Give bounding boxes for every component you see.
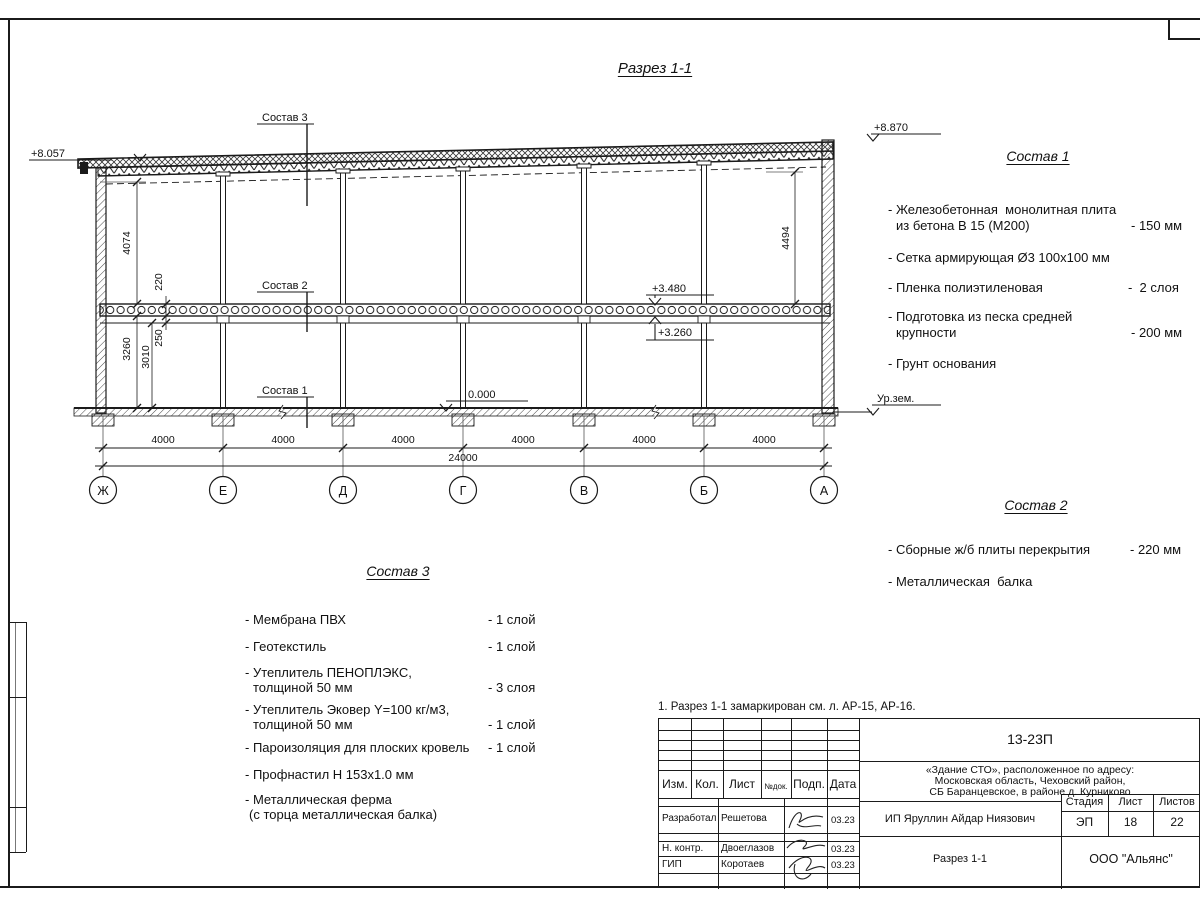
spec-line: - Сборные ж/б плиты перекрытия xyxy=(888,542,1091,557)
tb-project-line3: СБ Баранцевское, в районе д. Курниково xyxy=(929,786,1131,798)
spec-line: - Утеплитель ПЕНОПЛЭКС, xyxy=(245,665,412,680)
floor-slab xyxy=(100,304,830,323)
tb-sheet-value: 18 xyxy=(1123,815,1138,829)
tb-stage-label: Стадия xyxy=(1065,796,1104,808)
spec-line: - Сетка армирующая Ø3 100х100 мм xyxy=(888,250,1110,265)
tb-company: ООО "Альянс" xyxy=(1089,852,1173,866)
spec-line: толщиной 50 мм xyxy=(253,680,353,695)
span-dim: 4000 xyxy=(151,434,175,446)
tb-name-2: Коротаев xyxy=(721,859,765,870)
spec-line: - Геотекстиль xyxy=(245,639,327,654)
tb-project-line2: Московская область, Чеховский район, xyxy=(934,775,1126,787)
roof xyxy=(78,142,833,184)
callout-sostav3: Состав 3 xyxy=(262,112,308,124)
elev-slab-top: +3.480 xyxy=(652,283,686,295)
spec3-heading: Состав 3 xyxy=(366,563,430,579)
span-dim: 4000 xyxy=(391,434,415,446)
tb-name-0: Решетова xyxy=(721,813,767,824)
spec-line: - Пароизоляция для плоских кровель xyxy=(245,740,470,755)
spec-line: - Металлическая ферма xyxy=(245,792,392,807)
signature xyxy=(781,834,829,886)
spec-line: - Грунт основания xyxy=(888,356,997,371)
spec-value: - 220 мм xyxy=(1130,542,1182,557)
roof-edge-cap xyxy=(80,162,88,174)
dim-4494: 4494 xyxy=(780,226,792,250)
tb-col-data: Дата xyxy=(829,777,857,791)
dim-3260: 3260 xyxy=(121,337,133,361)
tb-date-2: 03.23 xyxy=(831,860,855,871)
ground-level-label: Ур.зем. xyxy=(877,393,915,405)
page-title: Разрез 1-1 xyxy=(617,60,693,77)
tb-col-ndok: №док. xyxy=(764,782,788,791)
elev-right: +8.870 xyxy=(874,122,908,134)
axis-label: А xyxy=(819,484,829,498)
spec-line: толщиной 50 мм xyxy=(253,717,353,732)
tb-sheet-label: Лист xyxy=(1118,796,1143,808)
tb-name-1: Двоеглазов xyxy=(721,843,775,854)
tb-col-list: Лист xyxy=(728,777,756,791)
spec2-heading: Состав 2 xyxy=(1004,497,1068,513)
tb-col-podp: Подп. xyxy=(793,777,825,791)
span-dim: 4000 xyxy=(511,434,535,446)
vertical-dims xyxy=(100,172,803,408)
tb-col-izm: Изм. xyxy=(662,777,688,791)
axis-label: Г xyxy=(459,484,467,498)
elevation-marks xyxy=(29,134,941,415)
axis-label: Е xyxy=(218,484,228,498)
axis-label: Б xyxy=(699,484,709,498)
tb-col-kol: Кол. xyxy=(695,777,719,791)
dim-250: 250 xyxy=(153,329,165,347)
elev-slab-bot: +3.260 xyxy=(658,327,692,339)
axis-label: Ж xyxy=(97,484,109,498)
spec-line: - Мембрана ПВХ xyxy=(245,612,346,627)
tb-drawing-name: Разрез 1-1 xyxy=(932,853,987,865)
spec-value: - 1 слой xyxy=(488,639,536,654)
ground-slab xyxy=(74,405,838,426)
title-block xyxy=(658,718,1200,888)
spec-value: - 200 мм xyxy=(1131,325,1183,340)
tb-role-1: Н. контр. xyxy=(662,843,704,854)
spec-line: - Утеплитель Эковер Y=100 кг/м3, xyxy=(245,702,450,717)
signature xyxy=(785,804,827,834)
elev-floor: 0.000 xyxy=(468,389,496,401)
spec-line: - Металлическая балка xyxy=(888,574,1033,589)
tb-date-0: 03.23 xyxy=(831,815,855,826)
span-dim: 4000 xyxy=(752,434,776,446)
spec-line: (с торца металлическая балка) xyxy=(249,807,438,822)
spec-value: - 1 слой xyxy=(488,717,536,732)
total-dim: 24000 xyxy=(448,452,478,464)
callout-sostav1: Состав 1 xyxy=(262,385,308,397)
callout-sostav2: Состав 2 xyxy=(262,280,308,292)
tb-project-line1: «Здание СТО», расположенное по адресу: xyxy=(925,764,1135,776)
spec1-heading: Состав 1 xyxy=(1006,148,1070,164)
dim-3010: 3010 xyxy=(140,345,152,369)
elev-left: +8.057 xyxy=(31,148,65,160)
spec-line: крупности xyxy=(896,325,957,340)
sheet-note: 1. Разрез 1-1 замаркирован см. л. АР-15, АР-16. xyxy=(658,701,916,713)
axis-label: Д xyxy=(338,484,348,498)
tb-client: ИП Яруллин Айдар Ниязович xyxy=(884,813,1036,825)
spec-value: - 3 слоя xyxy=(488,680,536,695)
spec-line: - Железобетонная монолитная плита xyxy=(888,202,1117,217)
spec-line: - Профнастил Н 153х1.0 мм xyxy=(245,767,414,782)
spec-value: - 1 слой xyxy=(488,740,536,755)
spec-value: - 1 слой xyxy=(488,612,536,627)
dim-220: 220 xyxy=(153,273,165,291)
tb-stage-value: ЭП xyxy=(1075,815,1094,829)
axis-label: В xyxy=(579,484,589,498)
tb-role-0: Разработал xyxy=(662,813,717,824)
spec-line: из бетона В 15 (М200) xyxy=(896,218,1030,233)
tb-date-1: 03.23 xyxy=(831,844,855,855)
spec-line: - Пленка полиэтиленовая xyxy=(888,280,1043,295)
spec-value: - 150 мм xyxy=(1131,218,1183,233)
span-dim: 4000 xyxy=(632,434,656,446)
dim-4074: 4074 xyxy=(121,231,133,255)
tb-doc-number: 13-23П xyxy=(1007,731,1053,747)
span-dim: 4000 xyxy=(271,434,295,446)
tb-sheets-label: Листов xyxy=(1159,796,1195,808)
tb-sheets-value: 22 xyxy=(1170,815,1184,829)
spec-line: - Подготовка из песка средней xyxy=(888,309,1073,324)
spec-value: - 2 слоя xyxy=(1128,280,1179,295)
tb-role-2: ГИП xyxy=(662,859,682,870)
